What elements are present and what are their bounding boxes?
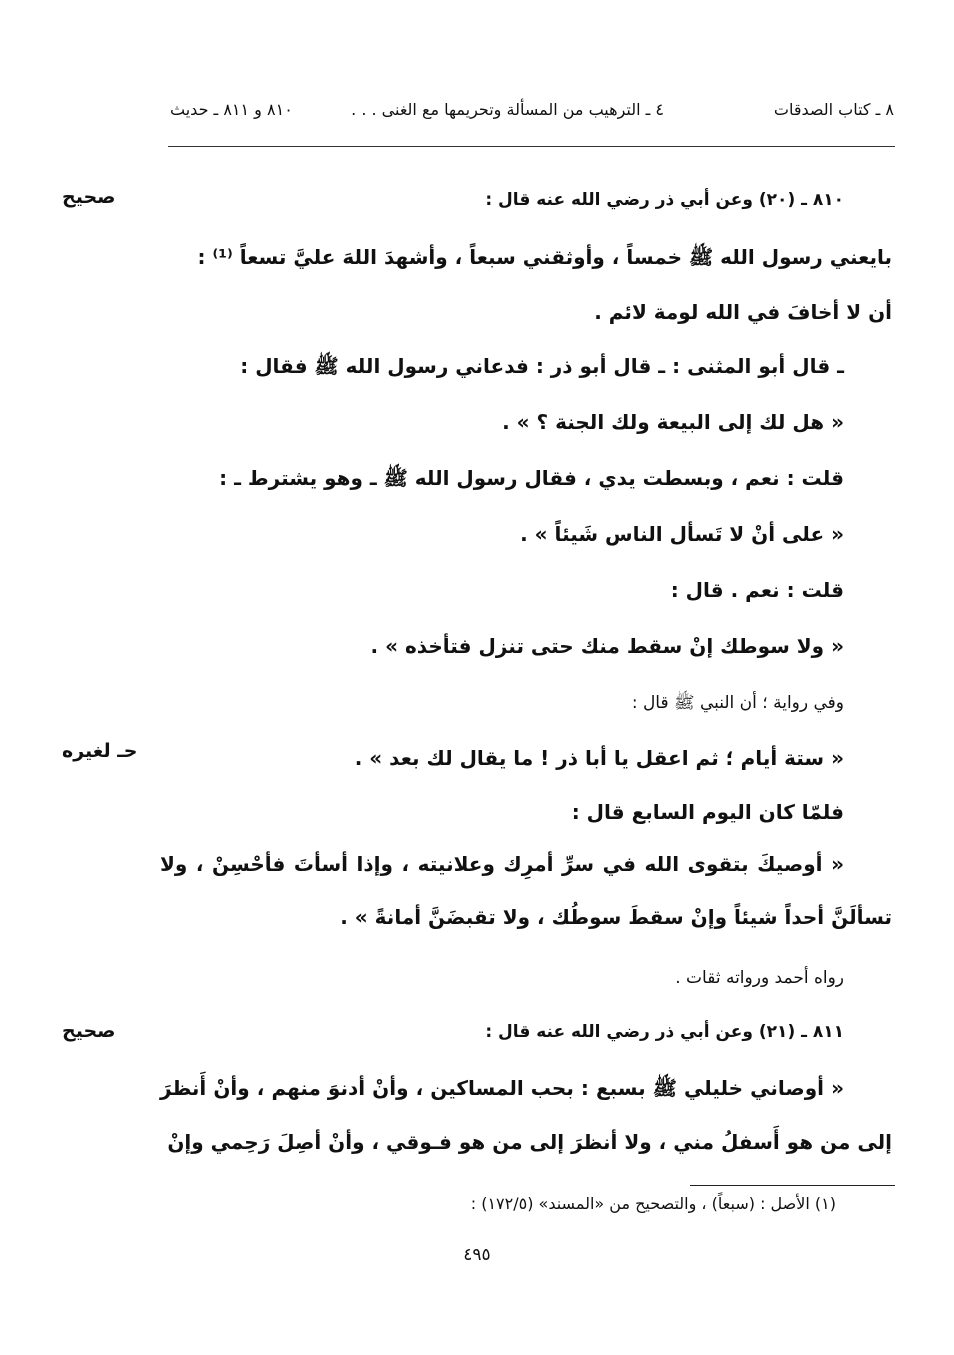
hadith-810-line: ـ قال أبو المثنى : ـ قال أبو ذر : فدعاني رسول الله ﷺ فقال : <box>240 354 844 378</box>
hadith-810-variant-intro: وفي رواية ؛ أن النبي ﷺ قال : <box>631 693 844 713</box>
grade-label-810-variant: حـ لغيره <box>62 740 138 762</box>
hadith-810-line: « أوصيكَ بتقوى الله في سرِّ أمرِك وعلانيته ، وإذا أسأتَ فأحْسِنْ ، ولا <box>160 852 844 876</box>
hadith-810-source: رواه أحمد ورواته ثقات . <box>675 968 844 988</box>
running-header-section: ٤ ـ الترهيب من المسألة وتحريمها مع الغنى . . . <box>351 100 664 119</box>
footnote-divider <box>690 1185 895 1186</box>
hadith-810-line: قلت : نعم ، وبسطت يدي ، فقال رسول الله ﷺ ـ وهو يشترط ـ : <box>219 466 844 490</box>
hadith-810-line: أن لا أخافَ في الله لومة لائم . <box>594 300 892 324</box>
page-number: ٤٩٥ <box>463 1245 491 1265</box>
hadith-811-intro: ٨١١ ـ (٢١) وعن أبي ذر رضي الله عنه قال : <box>485 1022 844 1042</box>
hadith-810-line: تسألَنَّ أحداً شيئاً وإنْ سقطَ سوطُك ، ولا تقبضَنَّ أمانةً » . <box>340 905 892 929</box>
hadith-811-line: إلى من هو أَسفلُ مني ، ولا أنظرَ إلى من هو فـوقي ، وأنْ أصِلَ رَحِمي وإنْ <box>167 1130 892 1154</box>
hadith-810-line: « على أنْ لا تَسأل الناس شَيئاً » . <box>520 522 844 546</box>
grade-label-811: صحيح <box>62 1020 116 1042</box>
header-divider <box>168 146 895 147</box>
hadith-810-line: فلمّا كان اليوم السابع قال : <box>571 800 844 824</box>
hadith-810-line: قلت : نعم . قال : <box>670 578 844 602</box>
hadith-810-line: « ستة أيام ؛ ثم اعقل يا أبا ذر ! ما يقال لك بعد » . <box>354 746 844 770</box>
hadith-810-line: بايعني رسول الله ﷺ خمساً ، وأوثقني سبعاً ، وأشهدَ اللهَ عليَّ تسعاً ⁽¹⁾ : <box>197 245 892 269</box>
hadith-810-line: « هل لك إلى البيعة ولك الجنة ؟ » . <box>502 410 844 434</box>
footnote: (١) الأصل : (سبعاً) ، والتصحيح من «المسند» (١٧٢/٥) : <box>470 1194 836 1213</box>
running-header-chapter: ٨ ـ كتاب الصدقات <box>773 100 894 119</box>
running-header-hadith-range: ٨١٠ و ٨١١ ـ حديث <box>170 100 293 119</box>
grade-label-810: صحيح <box>62 186 116 208</box>
hadith-811-line: « أوصاني خليلي ﷺ بسبع : بحب المساكين ، وأنْ أدنوَ منهم ، وأنْ أَنظرَ <box>160 1076 844 1100</box>
hadith-810-line: « ولا سوطك إنْ سقط منك حتى تنزل فتأخذه » . <box>370 634 844 658</box>
hadith-810-intro: ٨١٠ ـ (٢٠) وعن أبي ذر رضي الله عنه قال : <box>485 190 844 210</box>
